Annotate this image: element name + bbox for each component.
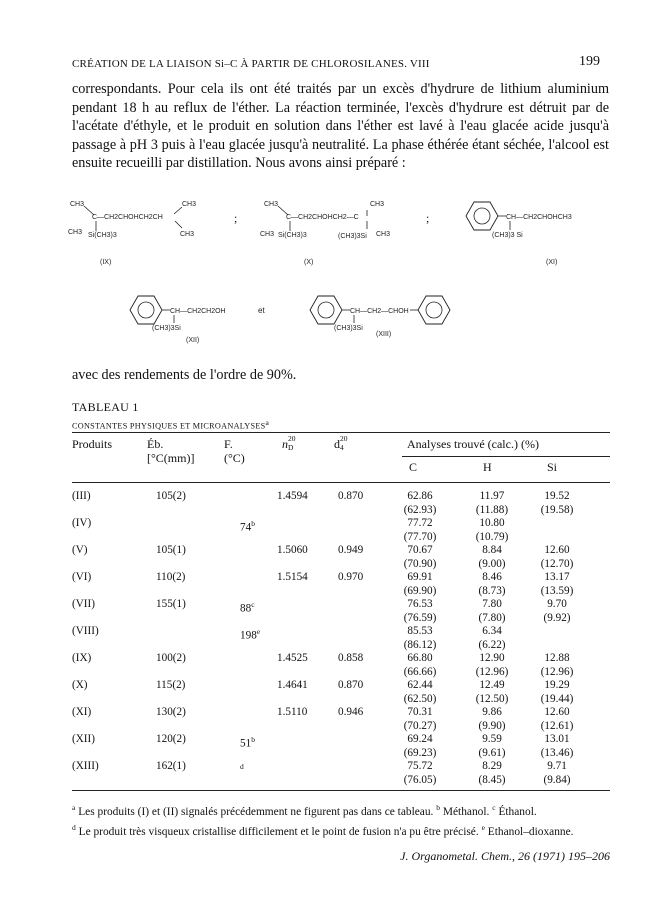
xiii-label: (XIII) [376, 331, 392, 338]
footnote-c-mark: c [492, 803, 496, 812]
cell-f-value: 74 [240, 521, 252, 534]
cell-f-note: c [251, 600, 255, 609]
cell-si-calc: (12.61) [540, 719, 574, 732]
cell-si-calc: (9.92) [543, 611, 571, 624]
x-label: (X) [304, 259, 314, 266]
footnote-d-mark: d [72, 822, 76, 832]
separator-1: ; [234, 211, 238, 225]
x-sime3-a: Si(CH3)3 [278, 232, 307, 239]
cell-f [240, 625, 260, 643]
cell-c: 62.86 [407, 490, 433, 502]
cell-h: 7.80 [482, 598, 502, 610]
cell-c: 69.24 [407, 733, 433, 745]
cell-c-calc: (69.90) [403, 584, 437, 597]
chemical-structures [68, 192, 612, 362]
cell-si-calc: (12.70) [540, 557, 574, 570]
cell-eb: 105(2) [156, 490, 186, 502]
cell-c-calc: (62.50) [403, 692, 437, 705]
cell-c-calc: (70.90) [403, 557, 437, 570]
xi-label: (XI) [546, 259, 558, 266]
cell-f-value: 88 [240, 602, 252, 615]
x-chain: C—CH2CHOHCH2—C [286, 214, 359, 221]
cell-nd: 1.4594 [277, 490, 308, 502]
cell-h-calc: (9.00) [478, 557, 506, 570]
cell-h: 10.80 [479, 517, 505, 529]
cell-h: 9.59 [482, 733, 502, 745]
cell-c-calc: (62.93) [403, 503, 437, 516]
table-footnotes [72, 800, 612, 840]
cell-eb: 110(2) [156, 571, 186, 583]
cell-h-calc: (12.50) [475, 692, 509, 705]
cell-c: 76.53 [407, 598, 433, 610]
cell-h: 9.86 [482, 706, 502, 718]
cell-produit: (IV) [72, 517, 92, 529]
cell-produit: (VIII) [72, 625, 99, 637]
footnote-e-mark: e [481, 822, 485, 832]
table-subtitle [72, 418, 269, 431]
x-sime3-b: (CH3)3Si [338, 233, 367, 240]
cell-h-calc: (8.45) [478, 773, 506, 786]
cell-c-calc: (70.27) [403, 719, 437, 732]
cell-c: 75.72 [407, 760, 433, 772]
cell-si: 12.88 [544, 652, 570, 664]
footnote-a: Les produits (I) et (II) signalés précédemment ne figurent pas dans ce tableau. [78, 805, 434, 818]
structure-xii [130, 296, 226, 344]
xi-chain: CH—CH2CHOHCH3 [506, 214, 572, 221]
footnote-b-mark: b [436, 803, 440, 812]
cell-eb: 115(2) [156, 679, 186, 691]
cell-c-calc: (76.59) [403, 611, 437, 624]
cell-produit: (IX) [72, 652, 92, 664]
cell-f-note: b [251, 735, 255, 744]
header-f: F. [224, 437, 233, 451]
cell-h-calc: (9.90) [478, 719, 506, 732]
cell-produit: (III) [72, 490, 91, 502]
separator-2: ; [426, 211, 430, 225]
cell-c: 62.44 [407, 679, 433, 691]
table-header-rule [72, 482, 610, 483]
cell-nd: 1.5110 [277, 706, 308, 718]
cell-produit: (VI) [72, 571, 92, 583]
header-si: Si [547, 460, 558, 474]
header-analyses-rule [402, 456, 610, 457]
ix-sime3: Si(CH3)3 [88, 232, 117, 239]
cell-d: 0.858 [338, 652, 364, 664]
cell-nd: 1.5154 [277, 571, 308, 583]
cell-eb: 162(1) [156, 760, 186, 772]
cell-h: 8.46 [482, 571, 502, 583]
cell-f [240, 598, 255, 616]
cell-h-calc: (7.80) [478, 611, 506, 624]
cell-nd: 1.5060 [277, 544, 308, 556]
cell-si: 19.29 [544, 679, 570, 691]
cell-h-calc: (12.96) [475, 665, 509, 678]
cell-h-calc: (8.73) [478, 584, 506, 597]
ix-label: (IX) [100, 259, 112, 266]
cell-c-calc: (69.23) [403, 746, 437, 759]
cell-h: 6.34 [482, 625, 502, 637]
cell-c-calc: (77.70) [403, 530, 437, 543]
table-label: TABLEAU 1 [72, 400, 139, 414]
cell-si-calc: (19.44) [540, 692, 574, 705]
cell-c: 77.72 [407, 517, 433, 529]
cell-f [240, 733, 255, 751]
cell-c: 69.91 [407, 571, 433, 583]
cell-c: 66.80 [407, 652, 433, 664]
footnote-b: Méthanol. [442, 805, 490, 818]
cell-f-value: 51 [240, 737, 252, 750]
xiii-sime3: (CH3)3Si [334, 325, 363, 332]
x-ch3-c: CH3 [260, 231, 275, 238]
structure-ix [68, 201, 196, 266]
cell-nd: 1.4525 [277, 652, 308, 664]
connector-et: et [258, 306, 265, 315]
cell-c-calc: (66.66) [403, 665, 437, 678]
cell-eb: 130(2) [156, 706, 186, 718]
x-ch3-a: CH3 [264, 201, 279, 208]
cell-eb: 105(1) [156, 544, 186, 556]
page-number: 199 [579, 54, 600, 69]
body-paragraph: correspondants. Pour cela ils ont été traités par un excès d'hydrure de lithium aluminium pendant 18 h au reflux de l'éther. La réaction terminée, l'excès d'hydrure est détruit par de l'acétate d'éthyle, et le produit en solution dans l'éther est lavé à l'eau glacée acide jusqu'à passage à pH 3 puis à l'eau glacée jusqu'à neutralité. La phase éthérée étant séchée, l'alcool est ensuite recueilli par distillation. Nous avons ainsi préparé : [72, 81, 609, 172]
header-nd-symbol: n [282, 437, 288, 451]
header-eb: Éb. [147, 437, 164, 451]
header-eb-unit: [°C(mm)] [147, 451, 195, 465]
cell-si-calc: (13.46) [540, 746, 574, 759]
footnote-a-mark: a [72, 803, 76, 812]
cell-si: 13.17 [544, 571, 570, 583]
cell-h-calc: (11.88) [475, 503, 509, 516]
footnote-c: Éthanol. [498, 805, 537, 818]
header-nd [282, 436, 300, 451]
cell-produit: (VII) [72, 598, 95, 610]
cell-f-note: b [251, 519, 255, 528]
cell-si-calc: (19.58) [540, 503, 574, 516]
journal-citation: J. Organometal. Chem., 26 (1971) 195–206 [400, 849, 610, 863]
cell-d: 0.970 [338, 571, 364, 583]
header-h: H [483, 460, 492, 474]
cell-si-calc: (9.84) [543, 773, 571, 786]
cell-d: 0.870 [338, 679, 364, 691]
header-c: C [409, 460, 418, 474]
header-produits: Produits [72, 437, 113, 451]
cell-c-calc: (86.12) [403, 638, 437, 651]
footnote-d: Le produit très visqueux cristallise difficilement et le point de fusion n'a pu être précisé. [78, 825, 479, 838]
xii-label: (XII) [186, 337, 200, 344]
cell-c: 70.31 [407, 706, 433, 718]
header-nd-sup: 20 [288, 434, 296, 443]
cell-h-calc: (6.22) [478, 638, 506, 651]
cell-c-calc: (76.05) [403, 773, 437, 786]
cell-h: 12.90 [479, 652, 505, 664]
cell-f-value: 198 [240, 629, 257, 642]
cell-nd: 1.4641 [277, 679, 308, 691]
cell-si: 13.01 [544, 733, 570, 745]
cell-h-calc: (9.61) [478, 746, 506, 759]
cell-produit: (XIII) [72, 760, 99, 772]
table-subtitle-text: CONSTANTES PHYSIQUES ET MICROANALYSES [72, 421, 266, 431]
xiii-chain: CH—CH2—CHOH [350, 308, 409, 315]
header-nd-sub: D [288, 443, 294, 452]
cell-si: 12.60 [544, 706, 570, 718]
table-bottom-rule [72, 790, 610, 791]
xii-sime3: (CH3)3Si [152, 325, 181, 332]
structure-xi [466, 202, 572, 266]
header-d4-symbol: d [334, 437, 340, 451]
cell-si: 12.60 [544, 544, 570, 556]
cell-si: 9.71 [547, 760, 567, 772]
cell-f [240, 760, 244, 778]
ix-ch3-c: CH3 [68, 229, 83, 236]
table-subtitle-note: a [265, 418, 270, 427]
cell-f-note: e [256, 627, 261, 636]
header-d4-sub: 4 [340, 443, 344, 452]
xii-chain: CH—CH2CH2OH [170, 308, 226, 315]
cell-eb: 155(1) [156, 598, 186, 610]
cell-produit: (XI) [72, 706, 92, 718]
cell-eb: 100(2) [156, 652, 186, 664]
header-d4-sup: 20 [340, 434, 348, 443]
cell-h: 8.29 [482, 760, 502, 772]
cell-produit: (X) [72, 679, 88, 691]
cell-d: 0.949 [338, 544, 364, 556]
xi-sime3: (CH3)3 Si [492, 232, 523, 239]
cell-produit: (V) [72, 544, 88, 556]
cell-c: 85.53 [407, 625, 433, 637]
cell-h: 8.84 [482, 544, 502, 556]
structure-xiii [310, 296, 450, 338]
cell-si-calc: (12.96) [540, 665, 574, 678]
ix-ch3-a: CH3 [70, 201, 85, 208]
header-d4 [334, 436, 352, 451]
header-f-unit: (°C) [224, 451, 245, 465]
cell-d: 0.946 [338, 706, 364, 718]
yield-sentence: avec des rendements de l'ordre de 90%. [72, 367, 297, 383]
cell-h-calc: (10.79) [475, 530, 509, 543]
cell-produit: (XII) [72, 733, 95, 745]
cell-c: 70.67 [407, 544, 433, 556]
cell-h: 12.49 [479, 679, 505, 691]
cell-d: 0.870 [338, 490, 364, 502]
cell-f [240, 517, 255, 535]
cell-f-note: d [240, 762, 244, 771]
cell-si-calc: (13.59) [540, 584, 574, 597]
footnote-e: Ethanol–dioxanne. [487, 825, 574, 838]
cell-eb: 120(2) [156, 733, 186, 745]
ix-chain: C—CH2CHOHCH2CH [92, 214, 163, 221]
cell-si: 19.52 [544, 490, 570, 502]
x-ch3-d: CH3 [376, 231, 391, 238]
header-analyses: Analyses trouvé (calc.) (%) [407, 437, 539, 451]
running-title: CRÉATION DE LA LIAISON Si–C À PARTIR DE CHLOROSILANES. VIII [72, 58, 430, 70]
cell-si: 9.70 [547, 598, 567, 610]
ix-ch3-d: CH3 [180, 231, 195, 238]
x-ch3-b: CH3 [370, 201, 385, 208]
structure-x [260, 201, 390, 266]
cell-h: 11.97 [479, 490, 505, 502]
ix-ch3-b: CH3 [182, 201, 197, 208]
